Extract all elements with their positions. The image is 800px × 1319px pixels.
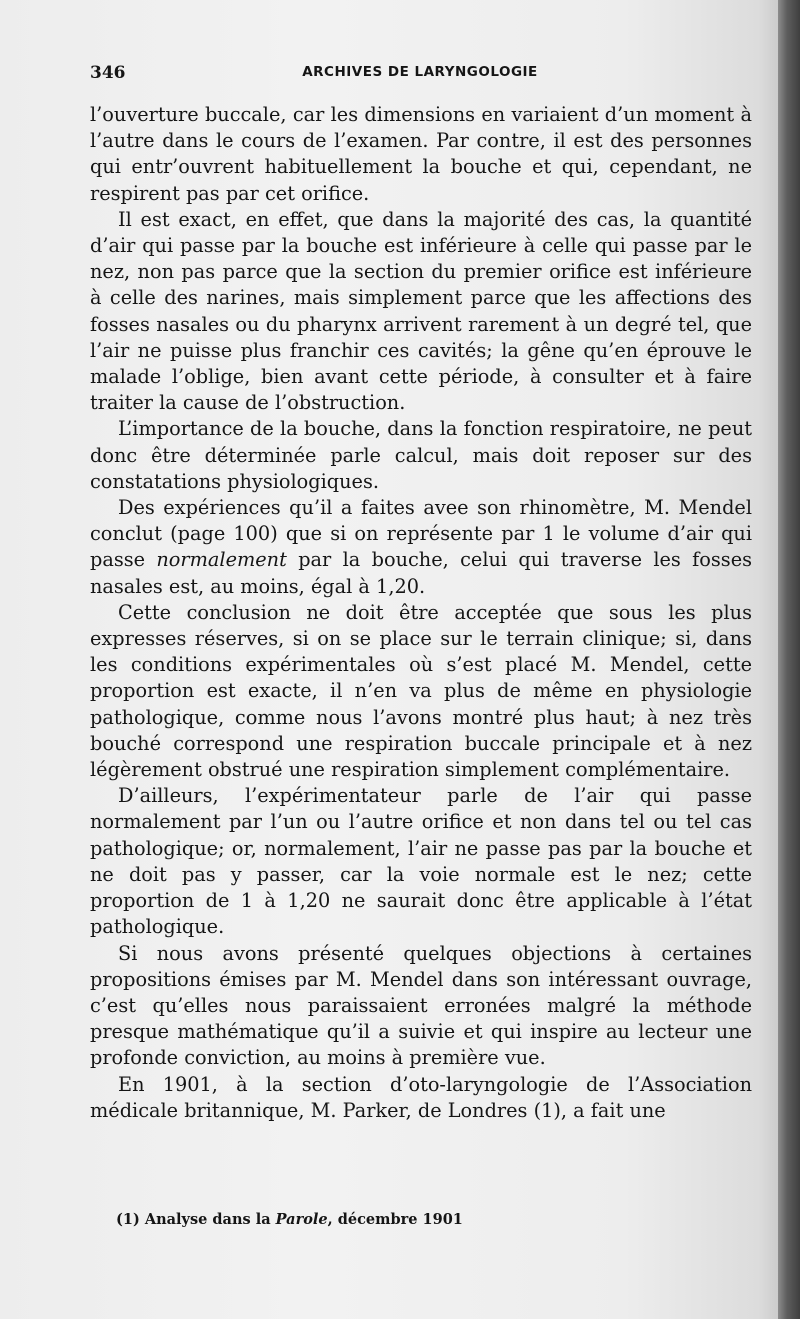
footnote-italic: Parole [275, 1211, 328, 1228]
page-number: 346 [90, 63, 126, 83]
paragraph [90, 495, 752, 600]
paragraph-text: Des expériences qu’il a faites avee son rhinomètre, M. Mendel conclut (page 100) que si on représente par 1 le volume d’air qui passe [90, 496, 752, 572]
italic-text: normalement [156, 548, 287, 572]
paragraph-text: par la bouche, celui qui traverse les fosses nasales est, au moins, égal à 1,20. [90, 548, 752, 598]
paragraph: L’importance de la bouche, dans la fonction respiratoire, ne peut donc être déterminée parle calcul, mais doit reposer sur des constatations physiologiques. [90, 417, 752, 493]
footnote [116, 1211, 463, 1229]
page-edge-shadow [778, 0, 800, 1319]
footnote-text: , décembre 1901 [327, 1211, 463, 1228]
paragraph: l’ouverture buccale, car les dimensions en variaient d’un moment à l’autre dans le cours de l’examen. Par contre, il est des personnes qui entr’ouvrent habituellement la bouche et qui, cependant, ne respirent pas par cet orifice. [90, 103, 752, 205]
paragraph: En 1901, à la section d’oto-laryngologie de l’Association médicale britannique, M. Parker, de Londres (1), a fait une [90, 1072, 752, 1122]
running-title: ARCHIVES DE LARYNGOLOGIE [302, 64, 538, 80]
body-text [90, 102, 752, 1124]
paragraph: Cette conclusion ne doit être acceptée que sous les plus expresses réserves, si on se place sur le terrain clinique; si, dans les conditions expérimentales où s’est placé M. Mendel, cette proportion est exacte, il n’en va plus de même en physiologie pathologique, comme nous l’avons montré plus haut; à nez très bouché correspond une respiration buccale principale et à nez légèrement obstrué une respiration simplement complémentaire. [90, 600, 752, 782]
paragraph: Si nous avons présenté quelques objections à certaines propositions émises par M. Mendel dans son intéressant ouvrage, c’est qu’elles nous paraissaient erronées malgré la méthode presque mathématique qu’il a suivie et qui inspire au lecteur une profonde conviction, au moins à première vue. [90, 941, 752, 1070]
footnote-text: (1) Analyse dans la [116, 1211, 276, 1228]
paragraph: D’ailleurs, l’expérimentateur parle de l’air qui passe normalement par l’un ou l’autre orifice et non dans tel ou tel cas pathologique; or, normalement, l’air ne passe pas par la bouche et ne doit pas y passer, car la voie normale est le nez; cette proportion de 1 à 1,20 ne saurait donc être applicable à l’état pathologique. [90, 784, 752, 939]
paragraph: Il est exact, en effet, que dans la majorité des cas, la quantité d’air qui passe par la bouche est inférieure à celle qui passe par le nez, non pas parce que la section du premier orifice est inférieure à celle des narines, mais simplement parce que les affections des fosses nasales ou du pharynx arrivent rarement à un degré tel, que l’air ne puisse plus franchir ces cavités; la gêne qu’en éprouve le malade l’oblige, bien avant cette période, à consulter et à faire traiter la cause de l’obstruction. [90, 207, 752, 415]
page-header [90, 63, 750, 85]
